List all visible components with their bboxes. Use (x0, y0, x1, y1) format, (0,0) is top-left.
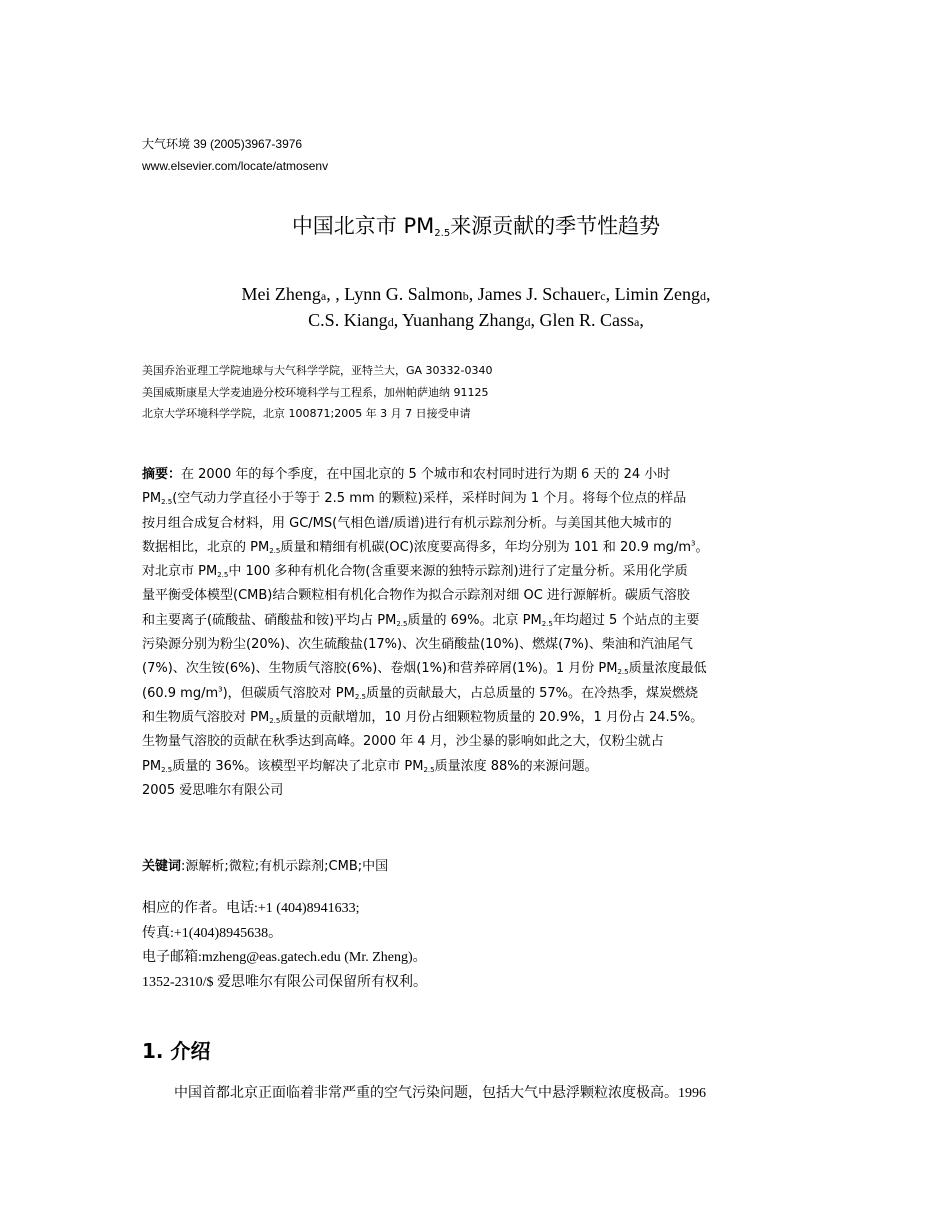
journal-citation: 大气环境 39 (2005)3967-3976 (142, 137, 303, 151)
keywords-text: :源解析;微粒;有机示踪剂;CMB;中国 (181, 859, 389, 874)
keywords-label: 关键词 (142, 859, 182, 874)
author-name: Mei Zheng (241, 284, 321, 304)
author-name: Yuanhang Zhang (402, 310, 525, 330)
abstract-line: (60.9 $mg/m^3$)，但碳质气溶胶对 $PM_{2.5}$质量的贡献最大，占总质量的 57%。在冷热季，煤炭燃烧 (142, 685, 699, 701)
abstract-line: 摘要：在 2000 年的每个季度，在中国北京的 5 个城市和农村同时进行为期 6 天的 24 小时 (142, 467, 671, 482)
corr-fax: 传真:+1(404)8945638。 (142, 925, 283, 941)
abstract-line: 和主要离子(硫酸盐、硝酸盐和铵)平均占 $PM_{2.5}$质量的 69%。北京 $PM_{2.5}$年均超过 5 个站点的主要 (142, 612, 700, 628)
abstract (142, 463, 814, 803)
author-name: C.S. Kiang (308, 310, 388, 330)
affiliation-item: 美国乔治亚理工学院地球与大气科学学院，亚特兰大，GA 30332-0340 (142, 364, 493, 377)
abstract-label: 摘要： (142, 467, 182, 482)
corr-email[interactable]: 电子邮箱:mzheng@eas.gatech.edu (Mr. Zheng)。 (142, 950, 427, 965)
abstract-line: 数据相比，北京的 $PM_{2.5}$质量和精细有机碳(OC)浓度要高得多，年均分别为 101 和 20.9 $mg/m^3$。 (142, 539, 709, 555)
abstract-line: 按月组合成复合材料，用 GC/MS(气相色谱/质谱)进行有机示踪剂分析。与美国其他大城市的 (142, 515, 672, 531)
author-list (0, 282, 952, 334)
author-name: Lynn G. Salmon (344, 284, 463, 304)
abstract-line: $PM_{2.5}$质量的 36%。该模型平均解决了北京市 $PM_{2.5}$质量浓度 88%的来源问题。 (142, 758, 598, 774)
author-line-1: Mei Zhenga, , Lynn G. Salmonb, James J. Schauerc, Limin Zengd, (241, 284, 711, 304)
author-name: James J. Schauer (477, 284, 601, 304)
corr-phone: 相应的作者。电话:+1 (404)8941633; (142, 901, 360, 916)
affiliation-item: 北京大学环境科学学院，北京 100871;2005 年 3 月 7 日接受申请 (142, 407, 471, 420)
abstract-line: 对北京市 $PM_{2.5}$中 100 多种有机化合物(含重要来源的独特示踪剂)进行了定量分析。采用化学质 (142, 564, 688, 580)
affiliation-item: 美国威斯康星大学麦迪逊分校环境科学与工程系，加州帕萨迪纳 91125 (142, 385, 489, 399)
abstract-line: 和生物质气溶胶对 $PM_{2.5}$质量的贡献增加，10 月份占细颗粒物质量的 20.9%，1 月份占 24.5%。 (142, 709, 704, 725)
abstract-line: $PM_{2.5}$(空气动力学直径小于等于 2.5 mm 的颗粒)采样，采样时间为 1 个月。将每个位点的样品 (142, 491, 687, 507)
affiliations (142, 360, 493, 425)
section-paragraph: 中国首都北京正面临着非常严重的空气污染问题，包括大气中悬浮颗粒浓度极高。1996 (174, 1086, 706, 1101)
author-name: Limin Zeng (614, 284, 701, 304)
abstract-line: (7%)、次生铵(6%)、生物质气溶胶(6%)、卷烟(1%)和营养碎屑(1%)。1 月份 $PM_{2.5}$质量浓度最低 (142, 661, 707, 677)
section-heading: 1. 介绍 (142, 1039, 211, 1063)
abstract-line: 污染源分别为粉尘(20%)、次生硫酸盐(17%)、次生硝酸盐(10%)、燃煤(7%)、柴油和汽油尾气 (142, 637, 693, 653)
abstract-line: 生物量气溶胶的贡献在秋季达到高峰。2000 年 4 月，沙尘暴的影响如此之大，仅粉尘就占 (142, 734, 664, 750)
author-name: Glen R. Cass (539, 310, 634, 330)
author-line-2: C.S. Kiangd, Yuanhang Zhangd, Glen R. Cassa, (308, 310, 644, 330)
abstract-copyright: 2005 爱思唯尔有限公司 (142, 782, 284, 798)
abstract-line: 量平衡受体模型(CMB)结合颗粒相有机化合物作为拟合示踪剂对细 OC 进行源解析。碳质气溶胶 (142, 588, 690, 604)
paper-title: 中国北京市 $PM_{2.5}$来源贡献的季节性趋势 (291, 214, 661, 239)
journal-url[interactable]: www.elsevier.com/locate/atmosenv (142, 159, 329, 173)
journal-header (142, 133, 328, 177)
correspondence (142, 897, 427, 995)
keywords (142, 855, 388, 874)
corr-copyright: 1352-2310/$ 爱思唯尔有限公司保留所有权利。 (142, 974, 428, 990)
